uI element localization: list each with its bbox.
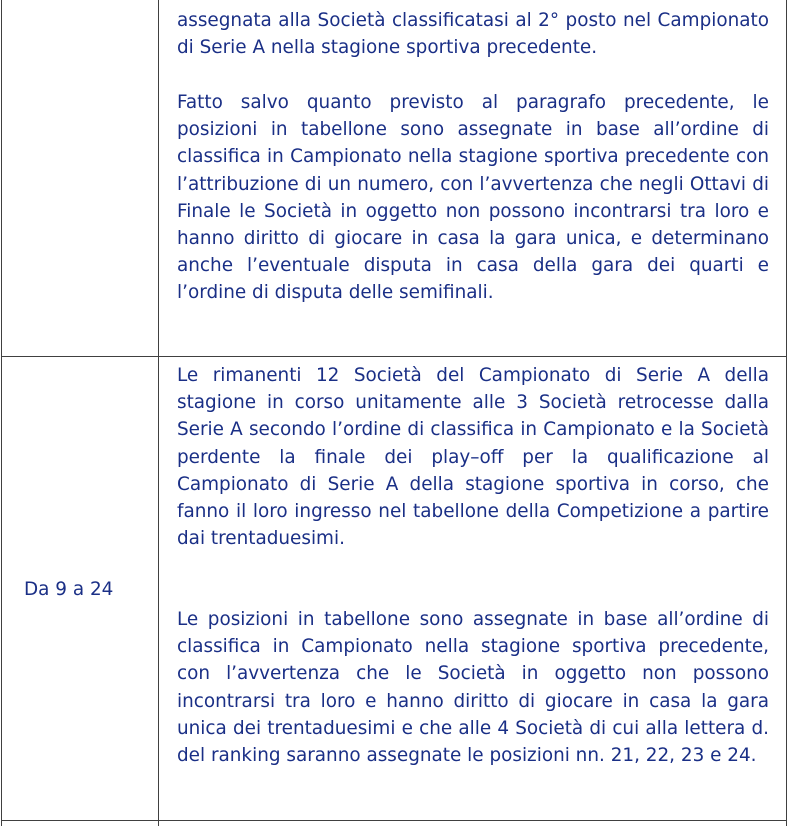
ranking-table: [1, 0, 787, 826]
row-divider: [2, 356, 786, 357]
row-1-paragraph-2: Fatto salvo quanto previsto al paragrafo precedente, le posizioni in tabellone sono assegnate in base all’ordine di classifica in Campionato nella stagione sportiva precedente con l’attribuzione di un numero, con l’avvertenza che negli Ottavi di Finale le Società in oggetto non possono incontrarsi tra loro e hanno diritto di giocare in casa la gara unica, e determinano anche l’eventuale disputa in casa della gara dei quarti e l’ordine di disputa delle semifinali.: [177, 92, 769, 304]
column-divider: [158, 0, 159, 826]
row-2-paragraph-2: Le posizioni in tabellone sono assegnate in base all’ordine di classifica in Campionato nella stagione sportiva precedente, con l’avvertenza che le Società in oggetto non possono incontrarsi tra loro e hanno diritto di giocare in casa la gara unica dei trentaduesimi e che alle 4 Società di cui alla lettera d. del ranking saranno assegnate le posizioni nn. 21, 22, 23 e 24.: [177, 609, 769, 767]
row-2-label: Da 9 a 24: [24, 579, 114, 600]
row-2-paragraph-1: Le rimanenti 12 Società del Campionato di Serie A della stagione in corso unitamente alle 3 Società retrocesse dalla Serie A secondo l’ordine di classifica in Campionato e la Società perdente la finale dei play–off per la qualificazione al Campionato di Serie A della stagione sportiva in corso, che fanno il loro ingresso nel tabellone della Competizione a partire dai trentaduesimi.: [177, 365, 769, 550]
row-divider: [2, 820, 786, 821]
row-1-paragraph-1: assegnata alla Società classificatasi al 2° posto nel Campionato di Serie A nella stagione sportiva precedente.: [177, 10, 769, 59]
